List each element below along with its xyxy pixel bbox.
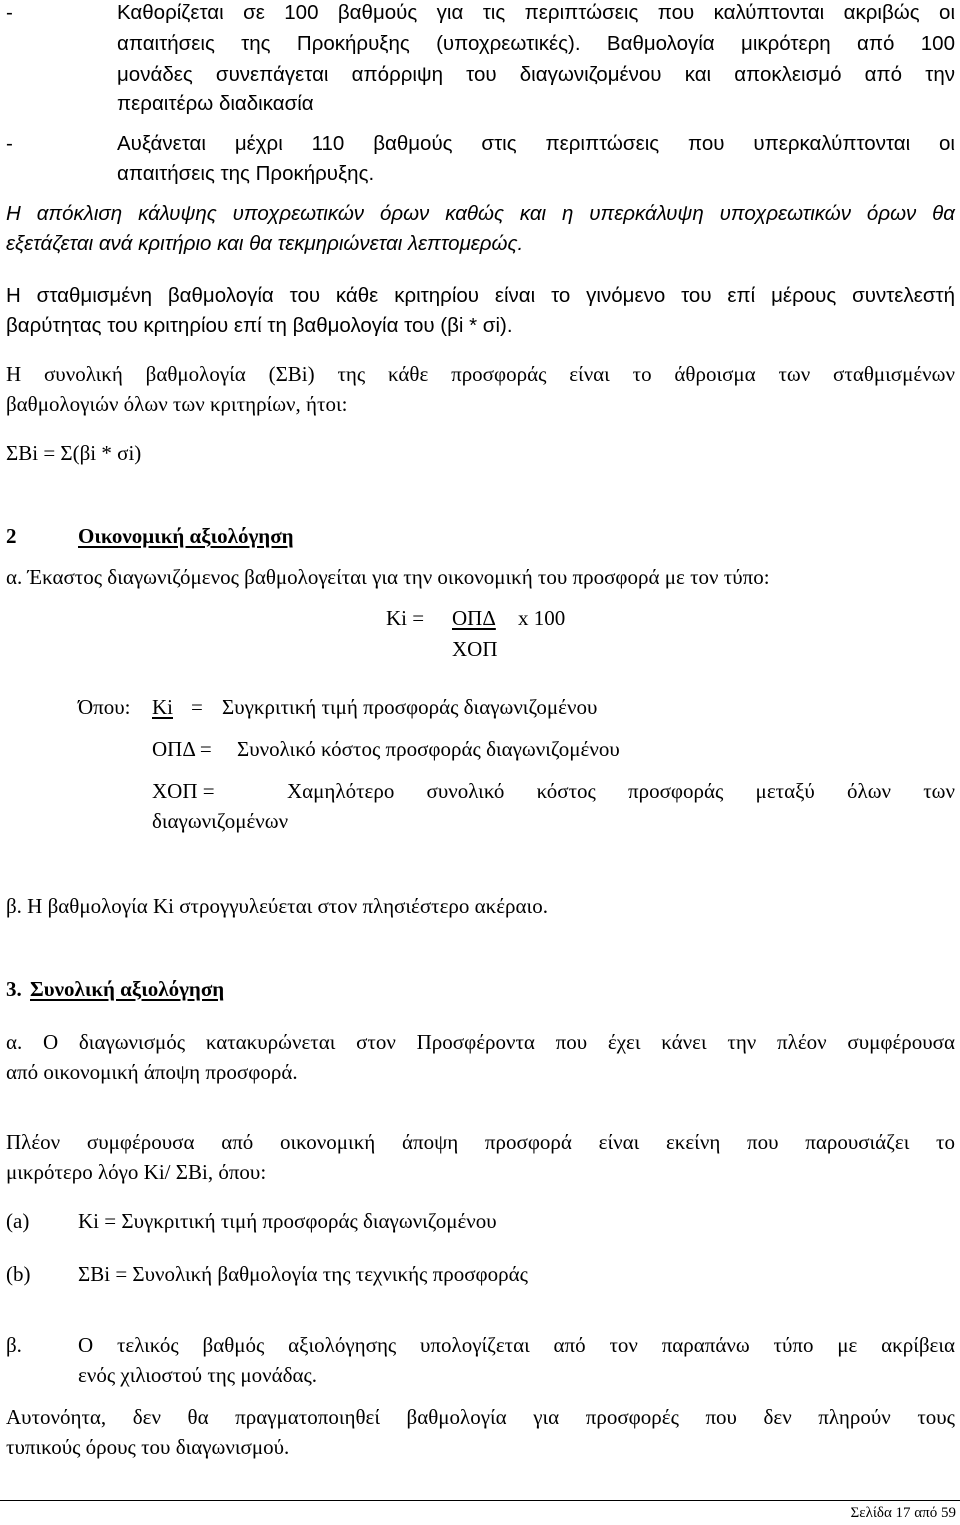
definition-opd-term: ΟΠΔ =	[152, 737, 212, 761]
ki-formula-lhs: Κi =	[386, 606, 425, 630]
weighted-line: Η σταθμισμένη βαθμολογία του κάθε κριτηρίου είναι το γινόμενο του επί μέρους συντελεστή	[6, 284, 955, 307]
ki-formula-times: x 100	[518, 606, 566, 630]
closing-line: τυπικούς όρους του διαγωνισμού.	[6, 1435, 290, 1459]
definition-xop-desc: Χαμηλότερο συνολικό κόστος προσφοράς μεταξύ όλων των	[287, 779, 955, 803]
section-2-beta: β. Η βαθμολογία Κi στρογγυλεύεται στον πλησιέστερο ακέραιο.	[6, 894, 548, 918]
closing-line: Αυτονόητα, δεν θα πραγματοποιηθεί βαθμολογία για προσφορές που δεν πληρούν τους	[6, 1405, 955, 1429]
bullet-line: μονάδες συνεπάγεται απόρριψη του διαγωνιζομένου και αποκλεισμό από την	[117, 63, 955, 86]
bullet-line: απαιτήσεις της Προκήρυξης (υποχρεωτικές). Βαθμολογία μικρότερη από 100	[117, 32, 955, 55]
total-formula: ΣΒi = Σ(βi * σi)	[6, 441, 142, 465]
bullet-dash: -	[6, 132, 13, 155]
best-offer-line: μικρότερο λόγο Κi/ ΣΒi, όπου:	[6, 1160, 267, 1184]
ki-formula-denominator: ΧΟΠ	[452, 637, 498, 661]
bullet-line: απαιτήσεις της Προκήρυξης.	[117, 162, 375, 185]
definition-xop-desc-cont: διαγωνιζομένων	[152, 809, 289, 833]
page-number: Σελίδα 17 από 59	[850, 1505, 956, 1521]
definitions-where: Όπου:	[78, 695, 131, 719]
italic-note-line: Η απόκλιση κάλυψης υποχρεωτικών όρων καθώς και η υπερκάλυψη υποχρεωτικών όρων θα	[6, 202, 955, 225]
section-3-beta-line: ενός χιλιοστού της μονάδας.	[78, 1363, 318, 1387]
list-marker: (a)	[6, 1209, 30, 1233]
definition-ki-eq: =	[191, 695, 203, 719]
bullet-line: περαιτέρω διαδικασία	[117, 92, 314, 115]
italic-note-line: εξετάζεται ανά κριτήριο και θα τεκμηριώνεται λεπτομερώς.	[6, 232, 524, 255]
list-item: Κi = Συγκριτική τιμή προσφοράς διαγωνιζομένου	[78, 1209, 497, 1233]
section-2-alpha: α. Έκαστος διαγωνιζόμενος βαθμολογείται για την οικονομική του προσφορά με τον τύπο:	[6, 565, 770, 589]
section-3-beta-marker: β.	[6, 1333, 22, 1357]
section-2-number: 2	[6, 524, 17, 548]
definition-ki-term: Κi	[152, 695, 173, 719]
section-3-title: Συνολική αξιολόγηση	[30, 977, 225, 1001]
section-3-alpha-line: από οικονομική άποψη προσφορά.	[6, 1060, 298, 1084]
list-item: ΣΒi = Συνολική βαθμολογία της τεχνικής προσφοράς	[78, 1262, 528, 1286]
best-offer-line: Πλέον συμφέρουσα από οικονομική άποψη προσφορά είναι εκείνη που παρουσιάζει το	[6, 1130, 955, 1154]
footer-divider	[0, 1500, 960, 1501]
bullet-line: Αυξάνεται μέχρι 110 βαθμούς στις περιπτώσεις που υπερκαλύπτονται οι	[117, 132, 955, 155]
total-line: βαθμολογιών όλων των κριτηρίων, ήτοι:	[6, 392, 348, 416]
definition-xop-term: ΧΟΠ =	[152, 779, 215, 803]
ki-formula-numerator: ΟΠΔ	[452, 606, 496, 630]
bullet-dash: -	[6, 1, 13, 24]
section-2-title: Οικονομική αξιολόγηση	[78, 524, 294, 548]
section-3-number: 3.	[6, 977, 22, 1001]
definition-opd-desc: Συνολικό κόστος προσφοράς διαγωνιζομένου	[237, 737, 620, 761]
total-line: Η συνολική βαθμολογία (ΣΒi) της κάθε προσφοράς είναι το άθροισμα των σταθμισμένων	[6, 362, 955, 386]
section-3-beta-line: Ο τελικός βαθμός αξιολόγησης υπολογίζεται από τον παραπάνω τύπο με ακρίβεια	[78, 1333, 955, 1357]
definition-ki-desc: Συγκριτική τιμή προσφοράς διαγωνιζομένου	[222, 695, 598, 719]
bullet-line: Καθορίζεται σε 100 βαθμούς για τις περιπτώσεις που καλύπτονται ακριβώς οι	[117, 1, 955, 24]
section-3-alpha-line: α. Ο διαγωνισμός κατακυρώνεται στον Προσφέροντα που έχει κάνει την πλέον συμφέρουσα	[6, 1030, 955, 1054]
weighted-line: βαρύτητας του κριτηρίου επί τη βαθμολογία του (βi * σi).	[6, 314, 513, 337]
list-marker: (b)	[6, 1262, 31, 1286]
